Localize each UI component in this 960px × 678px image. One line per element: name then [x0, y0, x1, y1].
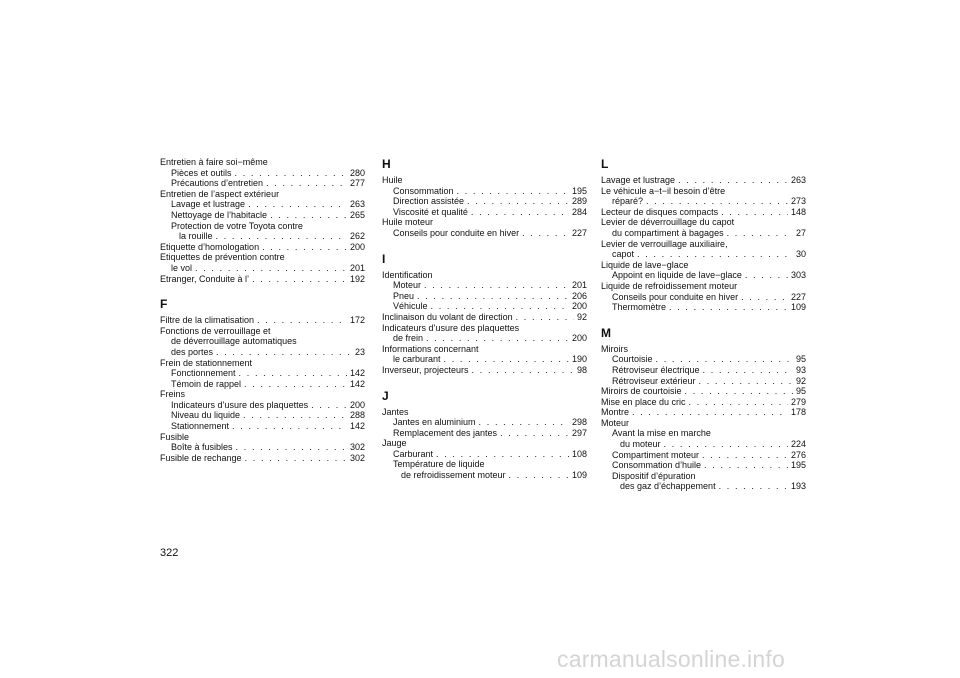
dot-leader — [426, 333, 569, 344]
entry-text: Rétroviseur électrique — [612, 364, 700, 375]
entry-text: Direction assistée — [393, 196, 465, 207]
entry-page-number: 273 — [790, 196, 806, 207]
entry-page-number: 284 — [571, 206, 587, 217]
index-entry — [382, 217, 587, 228]
index-entry — [160, 347, 365, 358]
entry-text: Entretien à faire soi−même — [160, 157, 268, 167]
dot-leader — [244, 379, 347, 390]
entry-text: Dispositif d’épuration — [612, 470, 696, 481]
entry-text: Liquide de lave−glace — [601, 259, 689, 270]
entry-text: Pièces et outils — [171, 167, 232, 178]
entry-text: Stationnement — [171, 421, 230, 432]
section-letter: F — [160, 297, 168, 312]
index-entry — [160, 274, 365, 285]
entry-text: Fonctions de verrouillage et — [160, 325, 271, 336]
section-letter: L — [601, 157, 609, 171]
entry-page-number: 303 — [790, 270, 806, 281]
entry-page-number: 178 — [790, 407, 806, 418]
entry-text: Fusible — [160, 431, 190, 442]
entry-text: Fusible de rechange — [160, 452, 242, 463]
dot-leader — [266, 178, 347, 189]
entry-text: Avant la mise en marche — [612, 428, 711, 439]
entry-text: Frein de stationnement — [160, 357, 253, 368]
index-column-3 — [601, 157, 806, 492]
entry-text: Conseils pour conduite en hiver — [393, 227, 520, 238]
entry-text: Consommation d’huile — [612, 460, 702, 471]
index-entry — [160, 199, 365, 210]
entry-text: Huile — [382, 175, 403, 185]
entry-text: Moteur — [393, 280, 422, 291]
entry-page-number: 95 — [795, 354, 806, 365]
dot-leader — [669, 302, 788, 313]
entry-page-number: 227 — [571, 227, 587, 238]
entry-text: Thermomètre — [612, 302, 667, 313]
entry-text: Liquide de refroidissement moteur — [601, 280, 738, 291]
entry-page-number: 200 — [571, 301, 587, 312]
index-entry — [601, 228, 806, 239]
dot-leader — [444, 354, 569, 365]
entry-text: Entretien de l’aspect extérieur — [160, 188, 280, 199]
entry-page-number: 201 — [349, 262, 365, 273]
index-entry — [382, 291, 587, 302]
entry-page-number: 276 — [790, 449, 806, 460]
entry-text: Viscosité et qualité — [393, 206, 468, 217]
entry-text: le vol — [171, 262, 193, 273]
index-entry — [160, 231, 365, 242]
dot-leader — [252, 274, 347, 285]
index-entry — [382, 365, 587, 376]
index-entry — [160, 221, 365, 232]
index-entry — [160, 421, 365, 432]
index-entry — [601, 450, 806, 461]
dot-leader — [516, 312, 574, 323]
index-entry — [160, 326, 365, 337]
index-entry — [382, 186, 587, 197]
dot-leader — [195, 263, 347, 274]
dot-leader — [232, 421, 347, 432]
index-column-1 — [160, 157, 365, 463]
index-entry — [160, 410, 365, 421]
section-letter: I — [382, 251, 386, 266]
index-entry — [160, 157, 365, 168]
dot-leader — [500, 428, 569, 439]
index-entry — [601, 365, 806, 376]
index-column-2 — [382, 157, 587, 481]
dot-leader — [467, 196, 569, 207]
entry-text: Informations concernant — [382, 343, 479, 354]
entry-text: Jantes en aluminium — [393, 417, 476, 428]
index-entry — [382, 449, 587, 460]
dot-leader — [235, 168, 347, 179]
entry-text: Mise en place du cric — [601, 396, 686, 407]
index-entry — [382, 196, 587, 207]
entry-text: Jauge — [382, 438, 407, 449]
entry-page-number: 302 — [349, 452, 365, 463]
index-entry — [160, 368, 365, 379]
entry-text: Appoint en liquide de lave−glace — [612, 270, 742, 281]
index-entry — [382, 301, 587, 312]
entry-page-number: 27 — [795, 227, 806, 238]
entry-text: de frein — [393, 333, 424, 344]
index-entry — [160, 189, 365, 200]
entry-text: Etranger, Conduite à l’ — [160, 273, 250, 284]
dot-leader — [689, 397, 788, 408]
entry-page-number: 263 — [790, 175, 806, 185]
dot-leader — [522, 228, 569, 239]
entry-page-number: 108 — [571, 448, 587, 459]
index-entry — [382, 280, 587, 291]
entry-page-number: 142 — [349, 421, 365, 432]
index-entry — [160, 400, 365, 411]
index-entry — [160, 442, 365, 453]
index-entry — [382, 312, 587, 323]
entry-page-number: 227 — [790, 291, 806, 302]
index-entry — [601, 217, 806, 228]
dot-leader — [704, 460, 788, 471]
entry-page-number: 93 — [795, 364, 806, 375]
entry-text: Lavage et lustrage — [171, 199, 246, 210]
entry-page-number: 109 — [571, 470, 587, 481]
entry-text: des portes — [171, 346, 214, 357]
entry-text: Etiquette d’homologation — [160, 241, 260, 252]
index-entry — [601, 196, 806, 207]
entry-text: Levier de verrouillage auxiliaire, — [601, 238, 728, 249]
entry-page-number: 142 — [349, 378, 365, 389]
index-entry — [601, 439, 806, 450]
index-entry — [601, 186, 806, 197]
entry-text: des gaz d’échappement — [620, 481, 716, 492]
entry-text: du moteur — [620, 439, 661, 450]
entry-page-number: 263 — [349, 199, 365, 210]
entry-text: de déverrouillage automatiques — [171, 336, 297, 347]
dot-leader — [270, 210, 347, 221]
entry-text: Filtre de la climatisation — [160, 315, 255, 326]
index-entry — [160, 210, 365, 221]
entry-text: Boîte à fusibles — [171, 442, 233, 453]
entry-page-number: 195 — [571, 185, 587, 196]
index-entry — [160, 453, 365, 464]
entry-text: Lecteur de disques compacts — [601, 206, 719, 217]
index-entry — [382, 270, 587, 281]
entry-page-number: 23 — [354, 346, 365, 357]
index-entry — [160, 252, 365, 263]
entry-text: Protection de votre Toyota contre — [171, 220, 303, 231]
entry-text: du compartiment à bagages — [612, 227, 724, 238]
index-entry — [382, 333, 587, 344]
dot-leader — [719, 481, 788, 492]
entry-text: Inclinaison du volant de direction — [382, 311, 513, 322]
entry-page-number: 262 — [349, 231, 365, 242]
index-entry — [601, 239, 806, 250]
entry-text: Remplacement des jantes — [393, 427, 498, 438]
index-entry — [601, 292, 806, 303]
entry-text: Huile moteur — [382, 217, 434, 228]
entry-page-number: 148 — [790, 206, 806, 217]
entry-text: Précautions d’entretien — [171, 178, 264, 189]
index-entry — [160, 242, 365, 253]
entry-page-number: 172 — [349, 315, 365, 326]
entry-text: Freins — [160, 389, 186, 400]
index-entry — [601, 407, 806, 418]
section-letter: M — [601, 325, 611, 340]
watermark: carmanualsonline.info — [557, 646, 785, 672]
index-entry — [382, 228, 587, 239]
entry-page-number: 195 — [790, 460, 806, 471]
entry-text: Fonctionnement — [171, 368, 236, 379]
entry-page-number: 289 — [571, 196, 587, 207]
index-entry — [601, 418, 806, 429]
index-entry — [382, 175, 587, 186]
index-entry — [382, 323, 587, 334]
entry-text: Identification — [382, 269, 433, 280]
entry-text: Lavage et lustrage — [601, 175, 676, 185]
entry-page-number: 277 — [349, 178, 365, 189]
index-entry — [160, 336, 365, 347]
index-entry — [601, 428, 806, 439]
entry-text: le carburant — [393, 354, 441, 365]
index-entry — [601, 270, 806, 281]
entry-text: Le véhicule a−t−il besoin d’être — [601, 185, 726, 196]
entry-text: Jantes — [382, 406, 409, 417]
dot-leader — [311, 400, 347, 411]
dot-leader — [699, 376, 793, 387]
entry-text: Indicateurs d’usure des plaquettes — [382, 322, 520, 333]
entry-text: Moteur — [601, 417, 630, 428]
entry-page-number: 298 — [571, 417, 587, 428]
index-entry — [601, 302, 806, 313]
index-entry — [382, 344, 587, 355]
entry-page-number: 288 — [349, 410, 365, 421]
dot-leader — [472, 365, 574, 376]
entry-text: Miroirs — [601, 343, 628, 354]
dot-leader — [745, 270, 788, 281]
entry-page-number: 192 — [349, 273, 365, 284]
dot-leader — [685, 386, 793, 397]
entry-text: Rétroviseur extérieur — [612, 375, 696, 386]
entry-page-number: 224 — [790, 439, 806, 450]
index-entry — [601, 386, 806, 397]
index-entry — [160, 358, 365, 369]
entry-text: Montre — [601, 407, 630, 418]
dot-leader — [637, 249, 793, 260]
index-entry — [382, 407, 587, 418]
index-entry — [601, 354, 806, 365]
entry-page-number: 30 — [795, 249, 806, 260]
dot-leader — [741, 292, 788, 303]
entry-page-number: 200 — [349, 399, 365, 410]
entry-text: Indicateurs d’usure des plaquettes — [171, 399, 309, 410]
dot-leader — [471, 207, 569, 218]
index-entry — [601, 397, 806, 408]
dot-leader — [664, 439, 788, 450]
dot-leader — [702, 450, 788, 461]
entry-page-number: 279 — [790, 396, 806, 407]
entry-text: Compartiment moteur — [612, 449, 700, 460]
entry-page-number: 297 — [571, 427, 587, 438]
dot-leader — [436, 449, 569, 460]
section-letter: H — [382, 157, 391, 171]
dot-leader — [721, 207, 788, 218]
dot-leader — [216, 347, 352, 358]
index-entry — [382, 470, 587, 481]
entry-page-number: 98 — [576, 364, 587, 375]
dot-leader — [479, 417, 569, 428]
index-entry — [382, 459, 587, 470]
entry-text: Etiquettes de prévention contre — [160, 252, 285, 263]
entry-text: Véhicule — [393, 301, 428, 312]
index-entry — [601, 344, 806, 355]
index-entry — [160, 379, 365, 390]
entry-page-number: 206 — [571, 290, 587, 301]
entry-text: Pneu — [393, 290, 415, 301]
entry-page-number: 200 — [571, 333, 587, 344]
dot-leader — [509, 470, 569, 481]
entry-text: Levier de déverrouillage du capot — [601, 217, 735, 228]
dot-leader — [216, 231, 347, 242]
index-entry — [601, 481, 806, 492]
index-entry — [382, 354, 587, 365]
entry-text: Consommation — [393, 185, 454, 196]
entry-page-number: 190 — [571, 354, 587, 365]
entry-text: Témoin de rappel — [171, 378, 242, 389]
dot-leader — [678, 175, 788, 186]
index-entry — [382, 417, 587, 428]
dot-leader — [424, 280, 569, 291]
entry-text: de refroidissement moteur — [401, 470, 506, 481]
index-entry — [160, 315, 365, 326]
index-entry — [160, 178, 365, 189]
index-entry — [160, 263, 365, 274]
index-entry — [382, 438, 587, 449]
section-letter: J — [382, 388, 389, 403]
index-entry — [601, 471, 806, 482]
entry-text: Miroirs de courtoisie — [601, 386, 682, 397]
index-entry — [601, 207, 806, 218]
entry-page-number: 200 — [349, 241, 365, 252]
index-entry — [601, 260, 806, 271]
entry-text: Conseils pour conduite en hiver — [612, 291, 739, 302]
entry-text: capot — [612, 249, 635, 260]
entry-page-number: 95 — [795, 386, 806, 397]
index-entry — [601, 249, 806, 260]
dot-leader — [656, 354, 793, 365]
dot-leader — [239, 368, 347, 379]
dot-leader — [431, 301, 569, 312]
entry-page-number: 109 — [790, 302, 806, 313]
index-entry — [601, 175, 806, 186]
index-entry — [382, 207, 587, 218]
entry-text: réparé? — [612, 196, 644, 207]
dot-leader — [257, 315, 347, 326]
entry-text: Courtoisie — [612, 354, 653, 365]
entry-text: Niveau du liquide — [171, 410, 241, 421]
entry-text: Carburant — [393, 448, 434, 459]
entry-page-number: 142 — [349, 368, 365, 379]
dot-leader — [262, 242, 347, 253]
entry-text: Inverseur, projecteurs — [382, 364, 469, 375]
index-entry — [601, 376, 806, 387]
dot-leader — [632, 407, 788, 418]
dot-leader — [243, 410, 347, 421]
entry-page-number: 92 — [795, 375, 806, 386]
dot-leader — [248, 199, 347, 210]
index-entry — [160, 168, 365, 179]
index-entry — [382, 428, 587, 439]
page-number: 322 — [160, 547, 179, 559]
dot-leader — [245, 453, 347, 464]
dot-leader — [646, 196, 788, 207]
dot-leader — [703, 365, 793, 376]
index-entry — [601, 460, 806, 471]
dot-leader — [417, 291, 569, 302]
entry-text: Nettoyage de l’habitacle — [171, 209, 268, 220]
entry-page-number: 265 — [349, 209, 365, 220]
entry-page-number: 92 — [576, 311, 587, 322]
index-entry — [160, 389, 365, 400]
dot-leader — [457, 186, 569, 197]
entry-text: Température de liquide — [393, 459, 485, 470]
entry-page-number: 193 — [790, 481, 806, 492]
entry-page-number: 302 — [349, 442, 365, 453]
entry-text: la rouille — [179, 231, 213, 242]
index-entry — [160, 432, 365, 443]
dot-leader — [727, 228, 793, 239]
entry-page-number: 280 — [349, 167, 365, 178]
index-entry — [601, 281, 806, 292]
dot-leader — [236, 442, 347, 453]
entry-page-number: 201 — [571, 280, 587, 291]
